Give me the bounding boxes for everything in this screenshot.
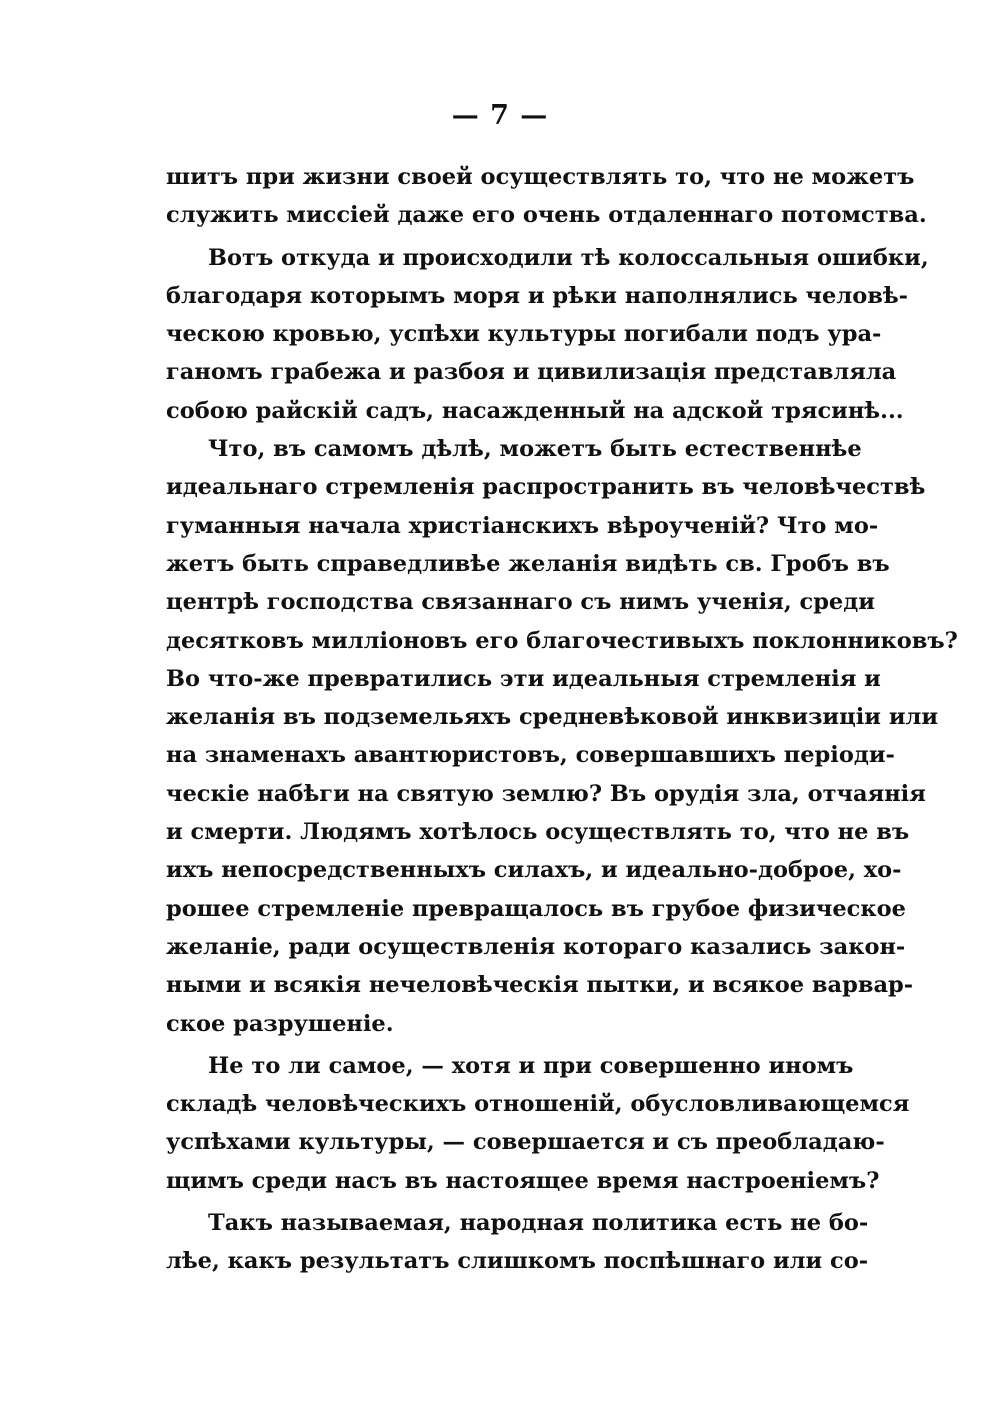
text-line: лѣе, какъ результатъ слишкомъ поспѣшнаго или со- bbox=[166, 1248, 869, 1275]
text-line: служить миссіей даже его очень отдаленнаго потомства. bbox=[166, 202, 927, 229]
text-line: ихъ непосредственныхъ силахъ, и идеально-доброе, хо- bbox=[166, 857, 902, 884]
text-line: и смерти. Людямъ хотѣлось осуществлять то, что не въ bbox=[166, 819, 910, 846]
page-number: — 7 — bbox=[451, 100, 549, 131]
text-line: рошее стремленіе превращалось въ грубое физическое bbox=[166, 895, 906, 922]
body-text bbox=[166, 158, 958, 1281]
text-line: жетъ быть справедливѣе желанія видѣть св. Гробъ въ bbox=[166, 550, 890, 577]
text-line: шитъ при жизни своей осуществлять то, что не можетъ bbox=[166, 164, 915, 190]
text-line: желаніе, ради осуществленія котораго казались закон- bbox=[166, 933, 906, 960]
text-line: на знаменахъ авантюристовъ, совершавшихъ періоди- bbox=[166, 742, 895, 769]
text-line: центрѣ господства связаннаго съ нимъ ученія, среди bbox=[166, 589, 875, 616]
text-line: щимъ среди насъ въ настоящее время настроеніемъ? bbox=[166, 1167, 880, 1194]
text-line: ганомъ грабежа и разбоя и цивилизація представляла bbox=[166, 359, 897, 386]
text-line: гуманныя начала христіанскихъ вѣроученій? Что мо- bbox=[166, 512, 879, 539]
text-line: Во что-же превратились эти идеальныя стремленія и bbox=[166, 665, 881, 692]
text-line: ческою кровью, успѣхи культуры погибали подъ ура- bbox=[166, 321, 882, 348]
paragraph-first-line: Что, въ самомъ дѣлѣ, можетъ быть естественнѣе bbox=[208, 436, 862, 463]
paragraph-first-line: Не то ли самое, — хотя и при совершенно иномъ bbox=[208, 1052, 854, 1079]
paragraph-first-line: Вотъ откуда и происходили тѣ колоссальныя ошибки, bbox=[208, 244, 929, 271]
text-line: идеальнаго стремленія распространить въ человѣчествѣ bbox=[166, 474, 926, 501]
text-line: десятковъ милліоновъ его благочестивыхъ поклонниковъ? bbox=[166, 627, 958, 654]
paragraph-first-line: Такъ называемая, народная политика есть не бо- bbox=[208, 1210, 869, 1237]
text-line: успѣхами культуры, — совершается и съ преобладаю- bbox=[166, 1129, 885, 1156]
text-line: ческіе набѣги на святую землю? Въ орудія зла, отчаянія bbox=[166, 780, 926, 807]
text-line: желанія въ подземельяхъ средневѣковой инквизиціи или bbox=[166, 704, 939, 731]
text-line: складѣ человѣческихъ отношеній, обусловливающемся bbox=[166, 1091, 910, 1118]
text-line: ными и всякія нечеловѣческія пытки, и всякое варвар- bbox=[166, 972, 914, 999]
paragraph-last-line: ское разрушеніе. bbox=[166, 1010, 394, 1037]
text-line: собою райскій садъ, насажденный на адской трясинѣ... bbox=[166, 397, 904, 424]
text-line: благодаря которымъ моря и рѣки наполнялись человѣ- bbox=[166, 282, 909, 309]
